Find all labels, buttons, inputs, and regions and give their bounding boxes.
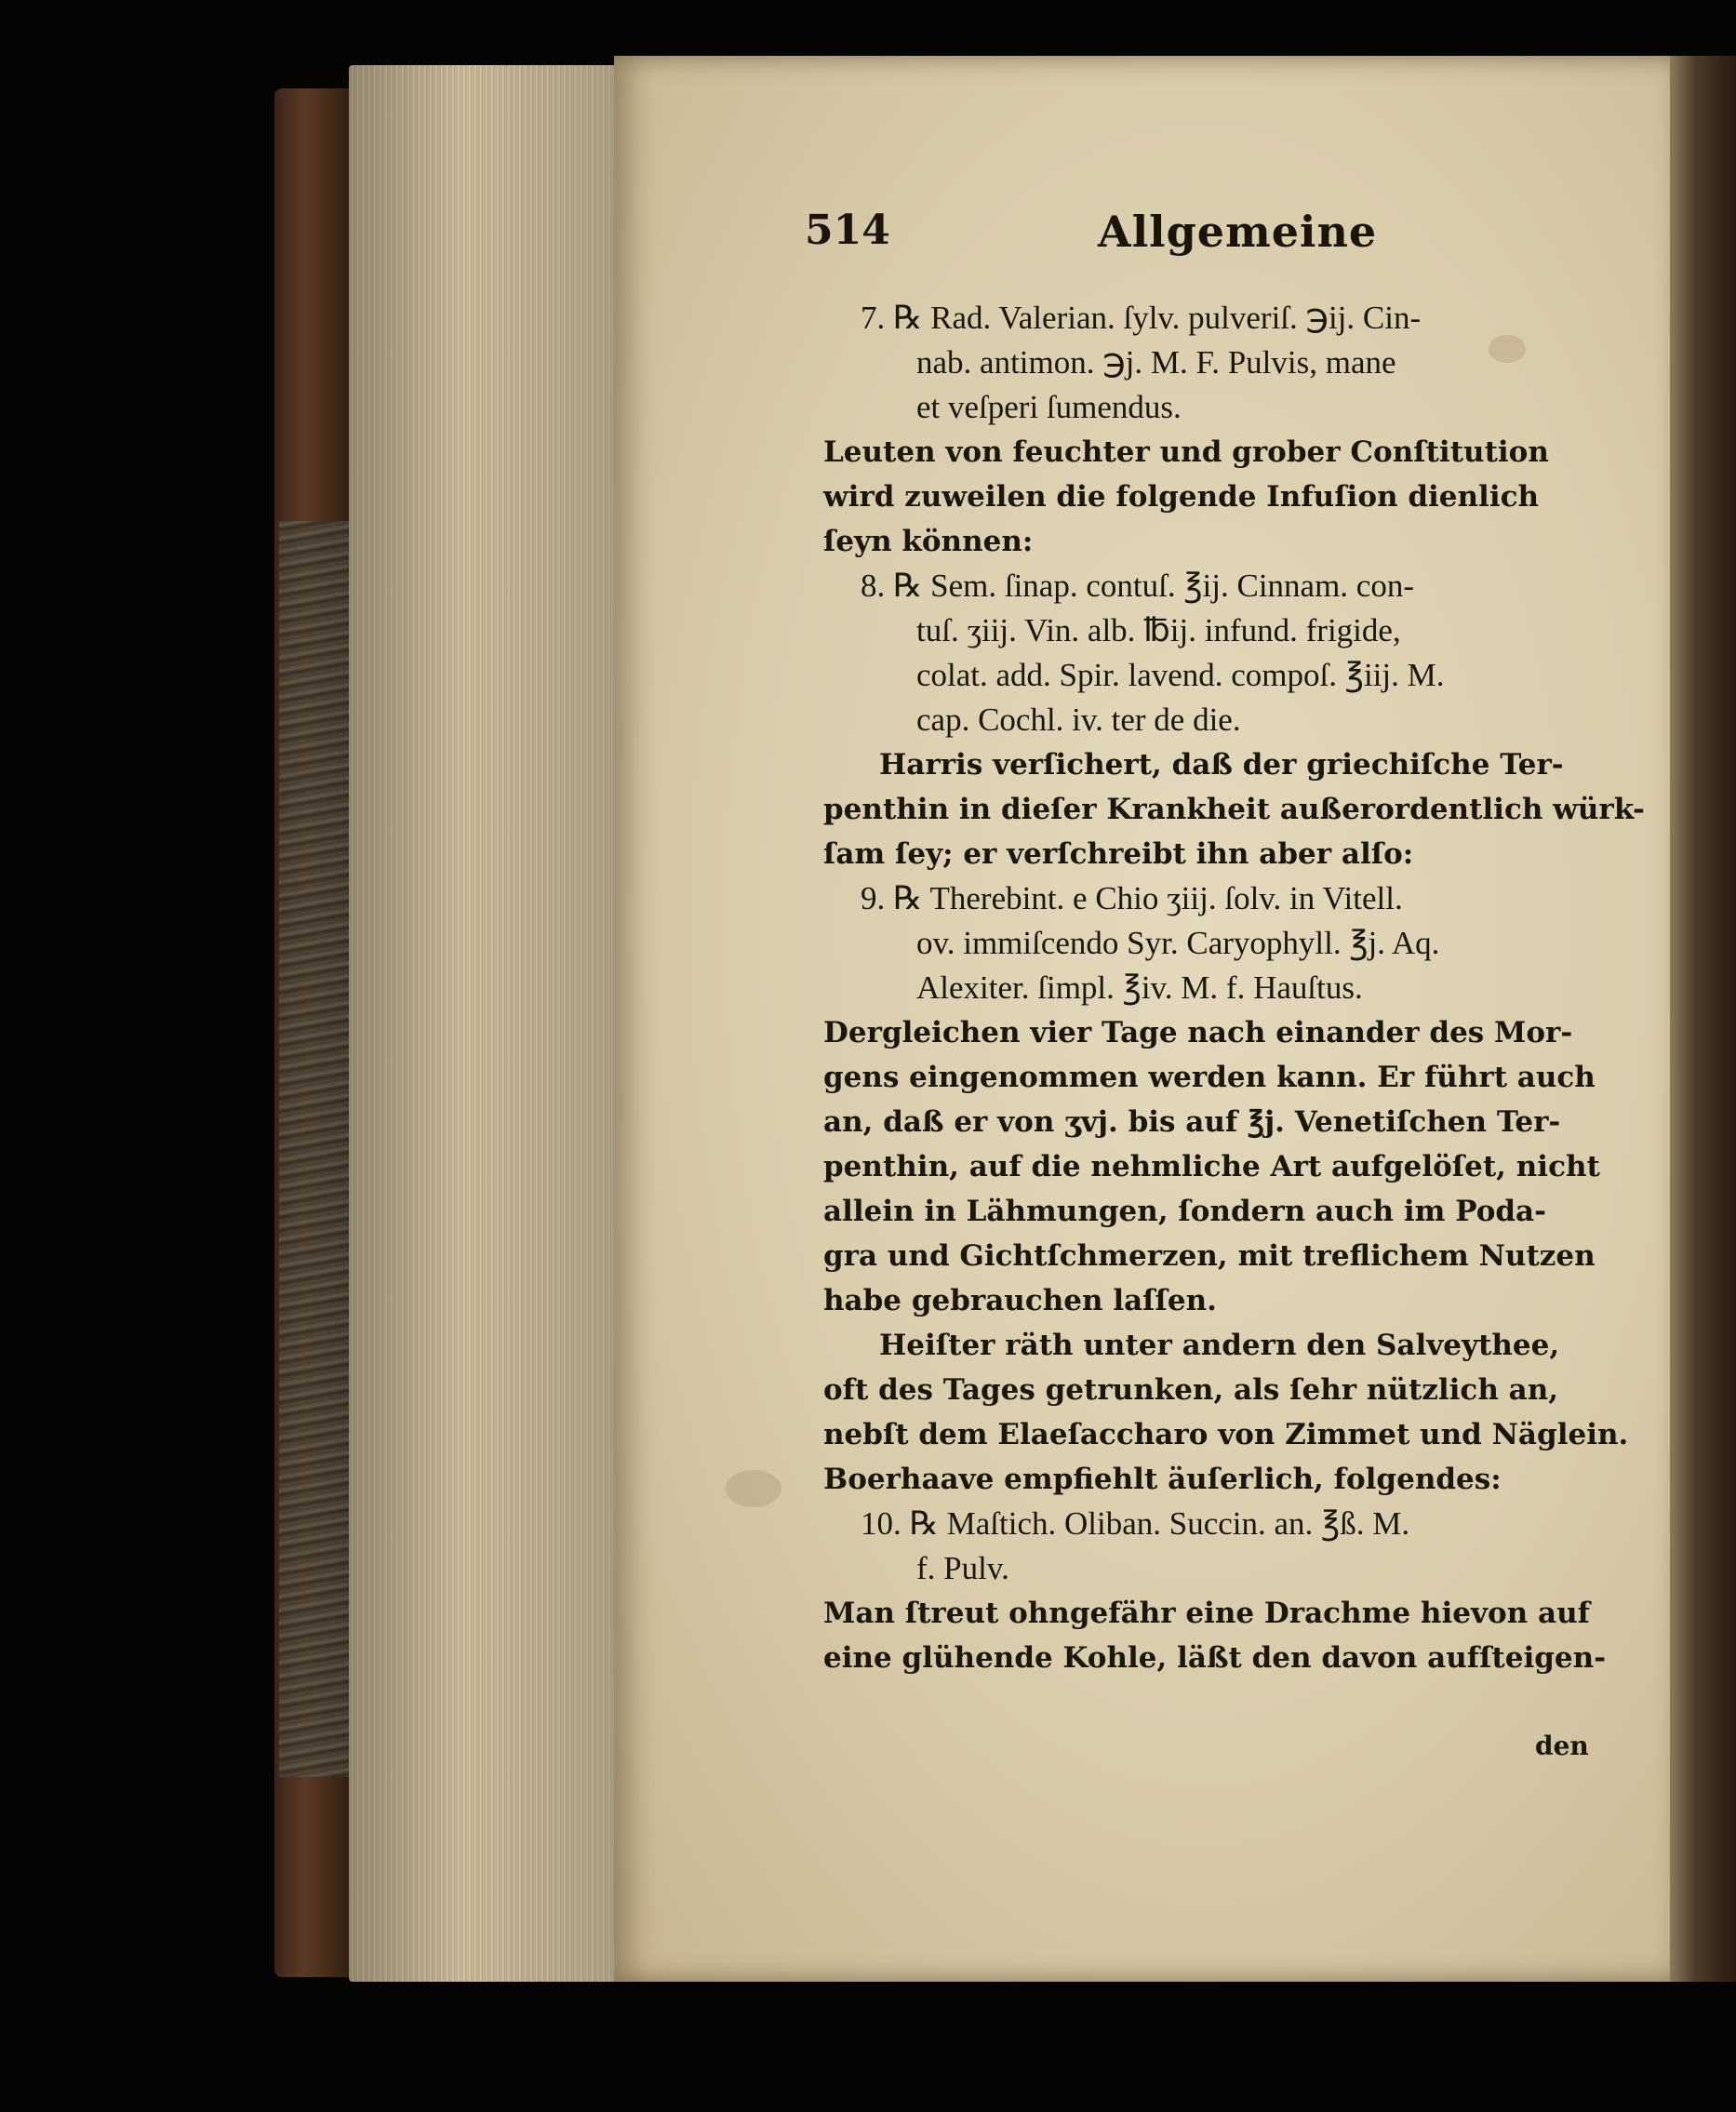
paper-stain (726, 1470, 781, 1507)
body-text (823, 296, 1645, 1680)
text-line: oft des Tages getrunken, als ſehr nützlich an, (823, 1373, 1559, 1407)
text-line: an, daß er von ʒvj. bis auf ℥j. Venetiſchen Ter- (823, 1105, 1561, 1139)
text-line: et veſperi ſumendus. (916, 389, 1182, 425)
text-line: Dergleichen vier Tage nach einander des Mor- (823, 1016, 1573, 1049)
text-line: gra und Gichtſchmerzen, mit treflichem Nutzen (823, 1239, 1596, 1273)
text-line: Man ſtreut ohngefähr eine Drachme hievon auf (823, 1597, 1590, 1630)
text-line: gens eingenommen werden kann. Er führt auch (823, 1061, 1596, 1094)
page-number: 514 (805, 207, 890, 254)
text-line: f. Pulv. (916, 1550, 1009, 1586)
text-line: Heiſter räth unter andern den Salveythee, (879, 1329, 1560, 1362)
text-line: 7. ℞ Rad. Valerian. ſylv. pulveriſ. ℈ij. Cin- (861, 300, 1422, 336)
running-head: Allgemeine (1098, 207, 1378, 257)
text-line: eine glühende Kohle, läßt den davon aufſteigen- (823, 1641, 1607, 1675)
text-line: allein in Lähmungen, ſondern auch im Poda- (823, 1195, 1546, 1228)
text-line: colat. add. Spir. lavend. compoſ. ℥iij. M. (916, 657, 1445, 693)
text-line: nab. antimon. ℈j. M. F. Pulvis, mane (916, 344, 1396, 381)
right-page-edge (1670, 56, 1736, 1982)
text-line: ſam ſey; er verſchreibt ihn aber alſo: (823, 837, 1414, 871)
text-line: ſeyn können: (823, 525, 1034, 558)
text-line: 9. ℞ Therebint. e Chio ʒiij. ſolv. in Vitell. (861, 880, 1403, 916)
text-line: wird zuweilen die folgende Infuſion dienlich (823, 480, 1540, 514)
text-line: Harris verſichert, daß der griechiſche Ter- (879, 748, 1564, 782)
text-line: nebſt dem Elaeſaccharo von Zimmet und Näglein. (823, 1418, 1629, 1451)
page-header (805, 207, 1382, 262)
text-line: Boerhaave empfiehlt äuſerlich, folgendes: (823, 1463, 1502, 1496)
text-line: ov. immiſcendo Syr. Caryophyll. ℥j. Aq. (916, 925, 1440, 961)
text-line: 8. ℞ Sem. ſinap. contuſ. ℥ij. Cinnam. con- (861, 568, 1414, 604)
text-line: Alexiter. ſimpl. ℥iv. M. f. Hauſtus. (916, 969, 1363, 1006)
text-line: penthin in dieſer Krankheit außerordentlich würk- (823, 793, 1645, 826)
text-line: habe gebrauchen laſſen. (823, 1284, 1217, 1317)
page-edges-shade (349, 65, 628, 1982)
text-line: 10. ℞ Maſtich. Oliban. Succin. an. ℥ß. M. (861, 1505, 1410, 1542)
text-line: tuſ. ʒiij. Vin. alb. ℔ij. infund. frigide, (916, 612, 1401, 648)
catchword: den (1535, 1731, 1589, 1761)
text-line: cap. Cochl. iv. ter de die. (916, 702, 1241, 738)
text-line: penthin, auf die nehmliche Art aufgelöſet, nicht (823, 1150, 1600, 1183)
left-cover-marbling (279, 521, 354, 1777)
text-line: Leuten von feuchter und grober Conſtitution (823, 435, 1549, 469)
